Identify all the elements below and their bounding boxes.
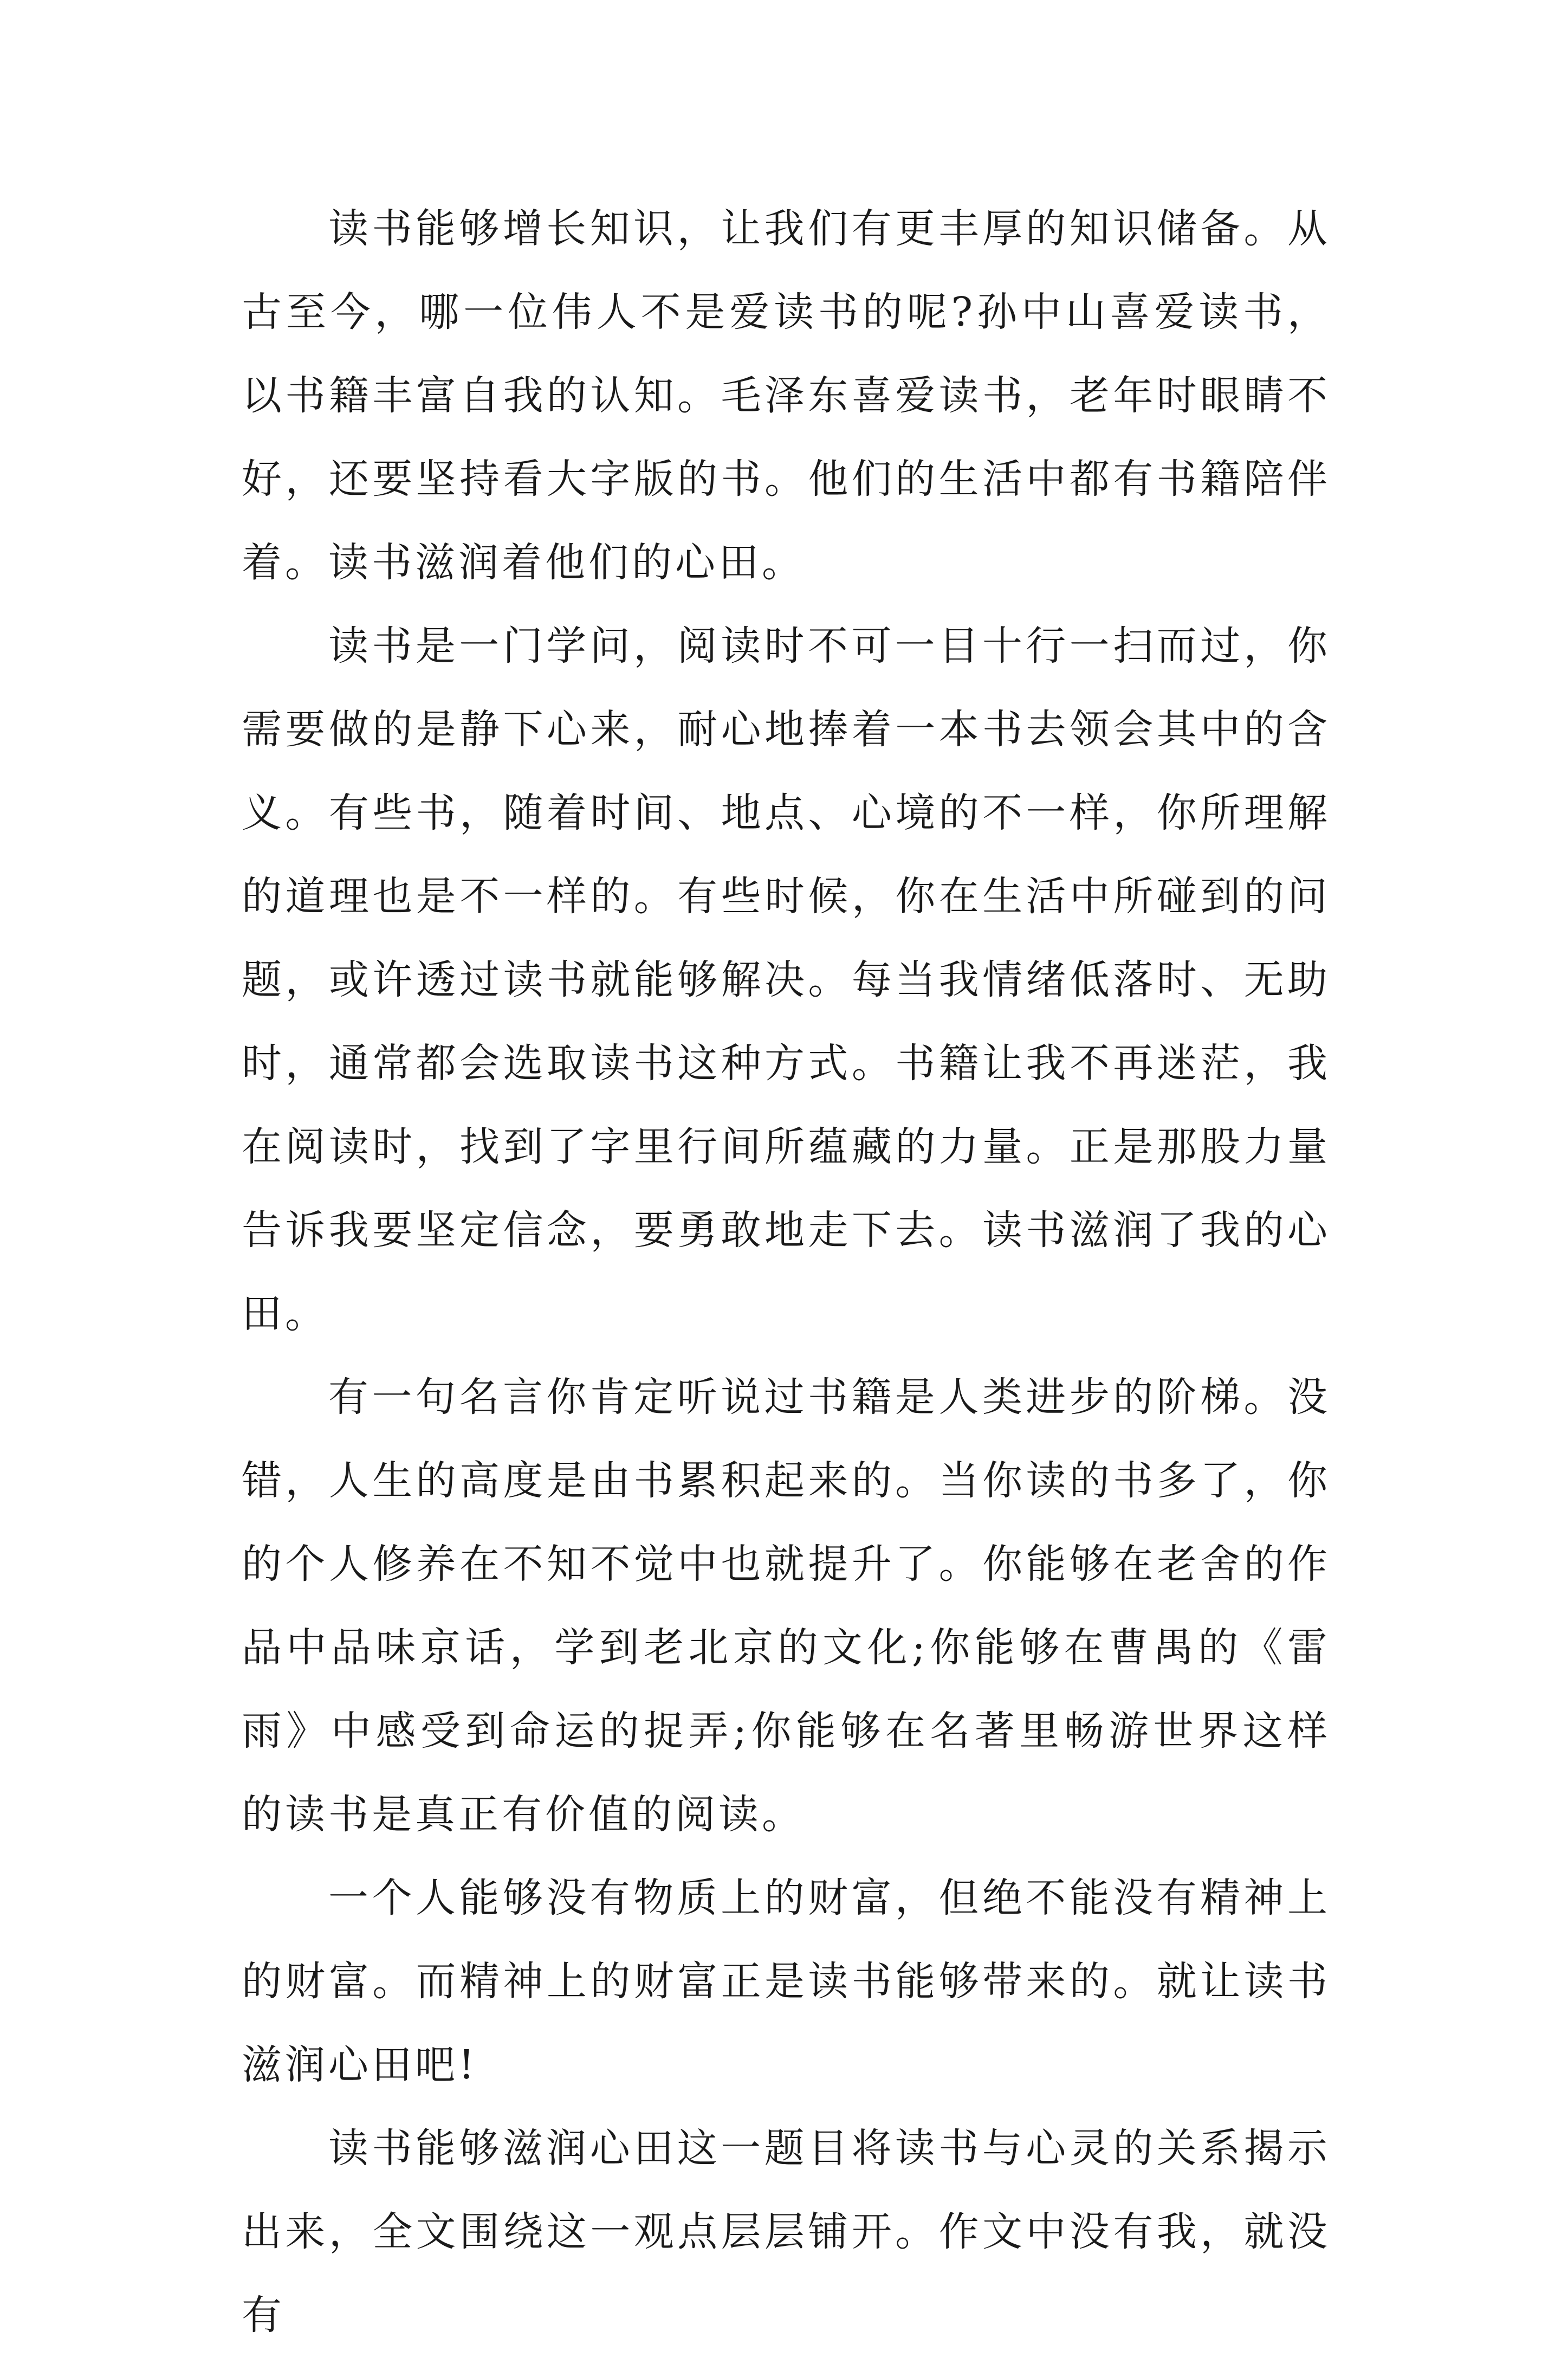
paragraph-5: 读书能够滋润心田这一题目将读书与心灵的关系揭示出来，全文围绕这一观点层层铺开。作文中没有我，就没有 bbox=[242, 2125, 1331, 2339]
paragraph-3: 有一句名言你肯定听说过书籍是人类进步的阶梯。没错，人生的高度是由书累积起来的。当你读的书多了，你的个人修养在不知不觉中也就提升了。你能够在老舍的作品中品味京话，学到老北京的文化;你能够在曹禺的《雷雨》中感受到命运的捉弄;你能够在名著里畅游世界这样的读书是真正有价值的阅读。 bbox=[242, 1374, 1331, 1838]
paragraph-2: 读书是一门学问，阅读时不可一目十行一扫而过，你需要做的是静下心来，耐心地捧着一本书去领会其中的含义。有些书，随着时间、地点、心境的不一样，你所理解的道理也是不一样的。有些时候，你在生活中所碰到的问题，或许透过读书就能够解决。每当我情绪低落时、无助时，通常都会选取读书这种方式。书籍让我不再迷茫，我在阅读时，找到了字里行间所蕴藏的力量。正是那股力量告诉我要坚定信念，要勇敢地走下去。读书滋润了我的心田。 bbox=[242, 623, 1331, 1337]
paragraph-1: 读书能够增长知识，让我们有更丰厚的知识储备。从古至今，哪一位伟人不是爱读书的呢?孙中山喜爱读书，以书籍丰富自我的认知。毛泽东喜爱读书，老年时眼睛不好，还要坚持看大字版的书。他们的生活中都有书籍陪伴着。读书滋润着他们的心田。 bbox=[242, 205, 1331, 586]
essay-body bbox=[242, 187, 1331, 2357]
paragraph-4: 一个人能够没有物质上的财富，但绝不能没有精神上的财富。而精神上的财富正是读书能够带来的。就让读书滋润心田吧! bbox=[242, 1875, 1331, 2088]
